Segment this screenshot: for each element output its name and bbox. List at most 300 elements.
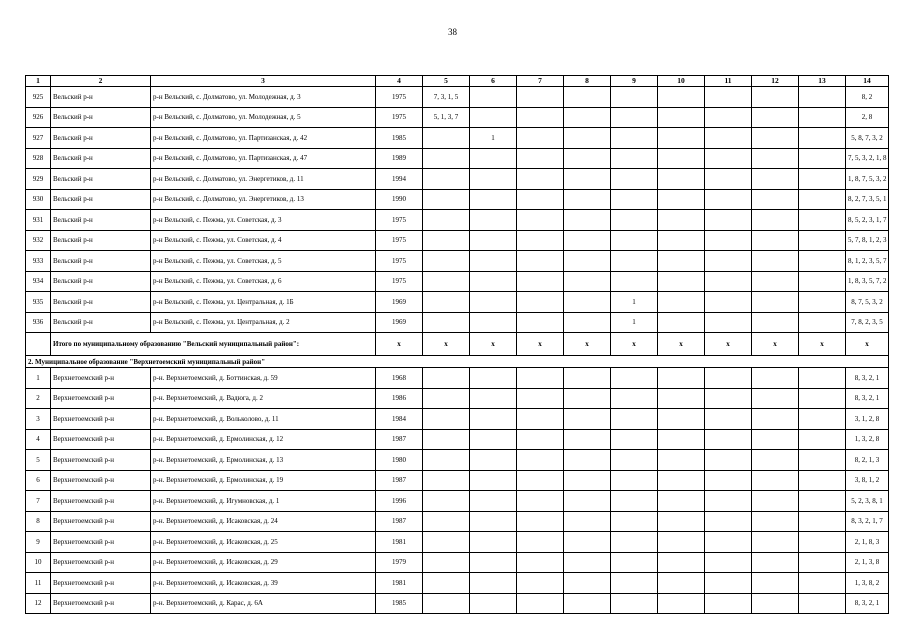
work-cell <box>658 388 705 409</box>
work-cell <box>752 368 799 389</box>
table-row <box>26 573 889 594</box>
work-cell <box>658 573 705 594</box>
work-cell <box>752 450 799 471</box>
work-cell <box>423 271 470 292</box>
work-cell <box>564 470 611 491</box>
year-cell: 1975 <box>376 210 423 231</box>
address-cell: р-н Вельский, с. Долматово, ул. Энергетиков, д. 11 <box>151 169 376 190</box>
row-number-cell: 5 <box>26 450 51 471</box>
work-cell <box>799 593 846 614</box>
address-cell: р-н. Верхнетоемский, д. Ермолинская, д. 19 <box>151 470 376 491</box>
work-cell <box>470 409 517 430</box>
work-cell <box>705 189 752 210</box>
table-row <box>26 409 889 430</box>
work-cell <box>517 532 564 553</box>
work-cell <box>611 450 658 471</box>
work-cell <box>517 409 564 430</box>
work-cell <box>470 189 517 210</box>
row-number-cell: 932 <box>26 230 51 251</box>
work-cell <box>799 210 846 231</box>
section-header-row <box>26 356 889 368</box>
work-codes-cell: 8, 7, 5, 3, 2 <box>846 292 889 313</box>
work-cell <box>423 450 470 471</box>
work-cell <box>705 532 752 553</box>
row-number-cell: 1 <box>26 368 51 389</box>
work-cell <box>752 388 799 409</box>
work-cell <box>752 593 799 614</box>
year-cell: 1987 <box>376 511 423 532</box>
district-cell: Вельский р-н <box>51 312 151 333</box>
work-cell <box>658 169 705 190</box>
work-cell <box>564 230 611 251</box>
work-cell <box>658 511 705 532</box>
total-x-cell: x <box>846 333 889 356</box>
work-cell <box>611 511 658 532</box>
work-codes-cell: 8, 3, 2, 1, 7 <box>846 511 889 532</box>
address-cell: р-н. Верхнетоемский, д. Карас, д. 6А <box>151 593 376 614</box>
work-cell <box>799 128 846 149</box>
district-cell: Вельский р-н <box>51 128 151 149</box>
work-cell <box>564 573 611 594</box>
row-number-cell: 2 <box>26 388 51 409</box>
work-cell <box>470 368 517 389</box>
section-title: 2. Муниципальное образование "Верхнетоемский муниципальный район" <box>26 356 889 368</box>
column-header: 4 <box>376 76 423 87</box>
district-cell: Верхнетоемский р-н <box>51 470 151 491</box>
work-cell <box>611 87 658 108</box>
page-number: 38 <box>448 27 457 37</box>
work-cell <box>752 87 799 108</box>
work-cell <box>423 148 470 169</box>
table-row <box>26 271 889 292</box>
work-cell <box>752 128 799 149</box>
district-cell: Верхнетоемский р-н <box>51 552 151 573</box>
year-cell: 1975 <box>376 271 423 292</box>
table-row <box>26 368 889 389</box>
address-cell: р-н. Верхнетоемский, д. Исаковская, д. 29 <box>151 552 376 573</box>
work-codes-cell: 8, 3, 2, 1 <box>846 388 889 409</box>
table-row <box>26 148 889 169</box>
work-cell <box>611 128 658 149</box>
work-cell <box>423 409 470 430</box>
year-cell: 1987 <box>376 429 423 450</box>
table-row <box>26 450 889 471</box>
work-cell <box>564 511 611 532</box>
work-cell <box>470 470 517 491</box>
work-codes-cell: 5, 7, 8, 1, 2, 3 <box>846 230 889 251</box>
work-cell <box>564 532 611 553</box>
work-cell: 1 <box>611 292 658 313</box>
work-cell <box>752 552 799 573</box>
work-codes-cell: 3, 1, 2, 8 <box>846 409 889 430</box>
work-cell <box>517 429 564 450</box>
work-cell <box>517 251 564 272</box>
work-cell <box>799 292 846 313</box>
work-codes-cell: 8, 3, 2, 1 <box>846 593 889 614</box>
work-cell <box>611 251 658 272</box>
work-codes-cell: 2, 8 <box>846 107 889 128</box>
work-cell <box>423 429 470 450</box>
work-cell <box>564 450 611 471</box>
address-cell: р-н Вельский, с. Долматово, ул. Молодежная, д. 3 <box>151 87 376 108</box>
district-cell: Верхнетоемский р-н <box>51 388 151 409</box>
address-cell: р-н. Верхнетоемский, д. Игумновская, д. 1 <box>151 491 376 512</box>
work-cell <box>470 210 517 231</box>
address-cell: р-н Вельский, с. Долматово, ул. Партизанская, д. 47 <box>151 148 376 169</box>
district-cell: Верхнетоемский р-н <box>51 368 151 389</box>
address-cell: р-н. Верхнетоемский, д. Ермолинская, д. 13 <box>151 450 376 471</box>
work-codes-cell: 2, 1, 3, 8 <box>846 552 889 573</box>
work-cell <box>470 107 517 128</box>
row-number-cell: 10 <box>26 552 51 573</box>
district-cell: Вельский р-н <box>51 210 151 231</box>
table-row <box>26 251 889 272</box>
district-cell: Вельский р-н <box>51 148 151 169</box>
work-cell <box>799 491 846 512</box>
work-cell <box>517 552 564 573</box>
work-cell <box>470 573 517 594</box>
work-cell <box>470 388 517 409</box>
district-cell: Вельский р-н <box>51 107 151 128</box>
work-cell <box>423 312 470 333</box>
table-row <box>26 470 889 491</box>
work-cell <box>658 593 705 614</box>
row-number-cell: 931 <box>26 210 51 231</box>
work-cell <box>705 409 752 430</box>
work-cell <box>658 271 705 292</box>
work-cell <box>423 230 470 251</box>
work-cell <box>470 169 517 190</box>
work-cell <box>752 409 799 430</box>
column-header: 11 <box>705 76 752 87</box>
total-x-cell: x <box>752 333 799 356</box>
work-cell <box>517 573 564 594</box>
work-cell <box>658 189 705 210</box>
year-cell: 1989 <box>376 148 423 169</box>
work-cell <box>564 128 611 149</box>
work-cell <box>799 388 846 409</box>
address-cell: р-н Вельский, с. Долматово, ул. Партизанская, д. 42 <box>151 128 376 149</box>
year-cell: 1981 <box>376 573 423 594</box>
work-cell <box>705 210 752 231</box>
work-cell <box>799 148 846 169</box>
work-cell <box>517 470 564 491</box>
year-cell: 1986 <box>376 388 423 409</box>
address-cell: р-н. Верхнетоемский, д. Боттинская, д. 59 <box>151 368 376 389</box>
column-number-row <box>26 76 889 87</box>
table-row <box>26 429 889 450</box>
work-cell <box>517 271 564 292</box>
work-cell <box>705 271 752 292</box>
row-number-cell: 8 <box>26 511 51 532</box>
work-cell <box>564 210 611 231</box>
work-cell <box>517 491 564 512</box>
district-cell: Верхнетоемский р-н <box>51 573 151 594</box>
work-cell <box>799 251 846 272</box>
address-cell: р-н Вельский, с. Пежма, ул. Советская, д. 3 <box>151 210 376 231</box>
district-cell: Верхнетоемский р-н <box>51 491 151 512</box>
address-cell: р-н. Верхнетоемский, д. Исаковская, д. 24 <box>151 511 376 532</box>
work-cell <box>705 292 752 313</box>
table-row <box>26 292 889 313</box>
work-codes-cell: 2, 1, 8, 3 <box>846 532 889 553</box>
total-row <box>26 333 889 356</box>
work-cell <box>470 450 517 471</box>
district-cell: Вельский р-н <box>51 169 151 190</box>
work-cell <box>658 532 705 553</box>
work-cell <box>752 292 799 313</box>
work-cell <box>705 368 752 389</box>
work-cell <box>799 532 846 553</box>
work-codes-cell: 8, 2, 1, 3 <box>846 450 889 471</box>
work-cell <box>752 429 799 450</box>
work-cell <box>658 148 705 169</box>
work-cell <box>705 511 752 532</box>
work-cell <box>517 312 564 333</box>
address-cell: р-н Вельский, с. Долматово, ул. Молодежная, д. 5 <box>151 107 376 128</box>
work-cell <box>611 552 658 573</box>
work-cell <box>517 230 564 251</box>
row-number-cell: 9 <box>26 532 51 553</box>
work-cell: 1 <box>611 312 658 333</box>
work-cell <box>564 189 611 210</box>
work-cell <box>611 169 658 190</box>
work-cell <box>658 368 705 389</box>
work-cell <box>517 388 564 409</box>
work-cell <box>423 368 470 389</box>
table-row <box>26 230 889 251</box>
district-cell: Верхнетоемский р-н <box>51 429 151 450</box>
work-cell <box>658 552 705 573</box>
address-cell: р-н. Верхнетоемский, д. Вольколово, д. 11 <box>151 409 376 430</box>
work-cell <box>611 470 658 491</box>
work-cell <box>564 107 611 128</box>
address-cell: р-н. Верхнетоемский, д. Исаковская, д. 25 <box>151 532 376 553</box>
work-cell <box>799 271 846 292</box>
year-cell: 1975 <box>376 107 423 128</box>
work-cell <box>658 107 705 128</box>
year-cell: 1975 <box>376 87 423 108</box>
district-cell: Верхнетоемский р-н <box>51 511 151 532</box>
work-cell <box>517 169 564 190</box>
work-cell <box>611 573 658 594</box>
work-cell <box>611 107 658 128</box>
work-cell <box>517 128 564 149</box>
row-number-cell: 926 <box>26 107 51 128</box>
work-cell <box>752 312 799 333</box>
district-cell: Верхнетоемский р-н <box>51 532 151 553</box>
year-cell: 1980 <box>376 450 423 471</box>
work-cell <box>705 388 752 409</box>
work-cell <box>611 388 658 409</box>
work-cell <box>611 210 658 231</box>
work-cell <box>423 388 470 409</box>
row-number-cell: 933 <box>26 251 51 272</box>
column-header: 8 <box>564 76 611 87</box>
work-cell: 1 <box>470 128 517 149</box>
work-cell <box>611 532 658 553</box>
work-cell <box>705 107 752 128</box>
total-x-cell: x <box>423 333 470 356</box>
work-cell <box>705 491 752 512</box>
work-codes-cell: 8, 2, 7, 3, 5, 1 <box>846 189 889 210</box>
total-x-cell: x <box>611 333 658 356</box>
address-cell: р-н Вельский, с. Пежма, ул. Советская, д. 5 <box>151 251 376 272</box>
work-cell <box>564 169 611 190</box>
work-cell <box>470 271 517 292</box>
work-cell <box>423 552 470 573</box>
work-cell <box>799 450 846 471</box>
row-number-cell: 3 <box>26 409 51 430</box>
work-cell <box>752 148 799 169</box>
work-cell <box>658 312 705 333</box>
work-cell: 7, 3, 1, 5 <box>423 87 470 108</box>
work-codes-cell: 1, 8, 7, 5, 3, 2 <box>846 169 889 190</box>
work-cell <box>799 189 846 210</box>
work-cell <box>564 593 611 614</box>
work-cell <box>517 107 564 128</box>
table-row <box>26 593 889 614</box>
table-row <box>26 189 889 210</box>
row-number-cell: 935 <box>26 292 51 313</box>
year-cell: 1979 <box>376 552 423 573</box>
work-cell <box>705 573 752 594</box>
work-cell <box>517 511 564 532</box>
work-cell <box>470 593 517 614</box>
work-cell <box>658 87 705 108</box>
year-cell: 1985 <box>376 593 423 614</box>
work-codes-cell: 1, 3, 8, 2 <box>846 573 889 594</box>
work-cell <box>611 271 658 292</box>
work-cell <box>517 593 564 614</box>
address-cell: р-н Вельский, с. Пежма, ул. Центральная, д. 2 <box>151 312 376 333</box>
total-x-cell: x <box>376 333 423 356</box>
work-codes-cell: 8, 3, 2, 1 <box>846 368 889 389</box>
row-number-cell: 934 <box>26 271 51 292</box>
work-cell <box>705 450 752 471</box>
district-cell: Вельский р-н <box>51 292 151 313</box>
work-codes-cell: 5, 8, 7, 3, 2 <box>846 128 889 149</box>
year-cell: 1984 <box>376 409 423 430</box>
work-cell <box>470 511 517 532</box>
year-cell: 1990 <box>376 189 423 210</box>
work-cell <box>470 251 517 272</box>
table-row <box>26 107 889 128</box>
work-cell <box>752 169 799 190</box>
work-cell <box>658 409 705 430</box>
work-cell <box>658 491 705 512</box>
work-cell <box>564 552 611 573</box>
work-cell <box>564 368 611 389</box>
work-cell <box>564 292 611 313</box>
address-cell: р-н. Верхнетоемский, д. Ермолинская, д. 12 <box>151 429 376 450</box>
year-cell: 1985 <box>376 128 423 149</box>
work-cell <box>658 210 705 231</box>
work-cell <box>470 292 517 313</box>
work-cell <box>517 189 564 210</box>
table-row <box>26 552 889 573</box>
table-row <box>26 491 889 512</box>
work-cell <box>752 210 799 231</box>
table-row <box>26 87 889 108</box>
work-cell <box>799 312 846 333</box>
row-number-cell: 7 <box>26 491 51 512</box>
total-x-cell: x <box>705 333 752 356</box>
total-label: Итого по муниципальному образованию "Вельский муниципальный район": <box>51 333 376 356</box>
total-x-cell: x <box>564 333 611 356</box>
work-cell <box>564 388 611 409</box>
year-cell: 1996 <box>376 491 423 512</box>
row-number-cell: 925 <box>26 87 51 108</box>
work-cell <box>705 230 752 251</box>
year-cell: 1981 <box>376 532 423 553</box>
district-cell: Вельский р-н <box>51 230 151 251</box>
work-cell <box>611 230 658 251</box>
housing-register-table <box>25 75 889 614</box>
table-row <box>26 312 889 333</box>
work-cell <box>470 230 517 251</box>
row-number-cell: 11 <box>26 573 51 594</box>
column-header: 10 <box>658 76 705 87</box>
work-cell <box>423 593 470 614</box>
work-cell <box>799 552 846 573</box>
work-cell <box>752 511 799 532</box>
work-cell <box>799 169 846 190</box>
year-cell: 1968 <box>376 368 423 389</box>
work-codes-cell: 8, 2 <box>846 87 889 108</box>
work-cell <box>423 169 470 190</box>
table-row <box>26 388 889 409</box>
work-cell <box>705 552 752 573</box>
work-cell <box>752 573 799 594</box>
work-cell <box>611 148 658 169</box>
column-header: 13 <box>799 76 846 87</box>
work-cell <box>752 271 799 292</box>
work-cell <box>799 230 846 251</box>
work-codes-cell: 8, 1, 2, 3, 5, 7 <box>846 251 889 272</box>
work-cell <box>658 470 705 491</box>
work-cell <box>752 189 799 210</box>
column-header: 2 <box>51 76 151 87</box>
work-cell <box>752 470 799 491</box>
work-cell <box>564 429 611 450</box>
year-cell: 1969 <box>376 312 423 333</box>
work-cell <box>752 230 799 251</box>
work-cell <box>752 107 799 128</box>
work-cell <box>517 292 564 313</box>
address-cell: р-н Вельский, с. Пежма, ул. Советская, д. 4 <box>151 230 376 251</box>
work-cell <box>470 87 517 108</box>
column-header: 9 <box>611 76 658 87</box>
work-codes-cell: 1, 8, 3, 5, 7, 2 <box>846 271 889 292</box>
column-header: 14 <box>846 76 889 87</box>
row-number-cell: 12 <box>26 593 51 614</box>
address-cell: р-н Вельский, с. Пежма, ул. Советская, д. 6 <box>151 271 376 292</box>
column-header: 1 <box>26 76 51 87</box>
work-cell <box>564 148 611 169</box>
work-cell <box>752 491 799 512</box>
row-number-cell <box>26 333 51 356</box>
work-cell <box>799 87 846 108</box>
work-cell <box>611 409 658 430</box>
work-cell <box>423 573 470 594</box>
work-cell <box>470 148 517 169</box>
work-codes-cell: 1, 3, 2, 8 <box>846 429 889 450</box>
table-row <box>26 532 889 553</box>
work-cell <box>705 128 752 149</box>
work-cell <box>799 409 846 430</box>
column-header: 7 <box>517 76 564 87</box>
